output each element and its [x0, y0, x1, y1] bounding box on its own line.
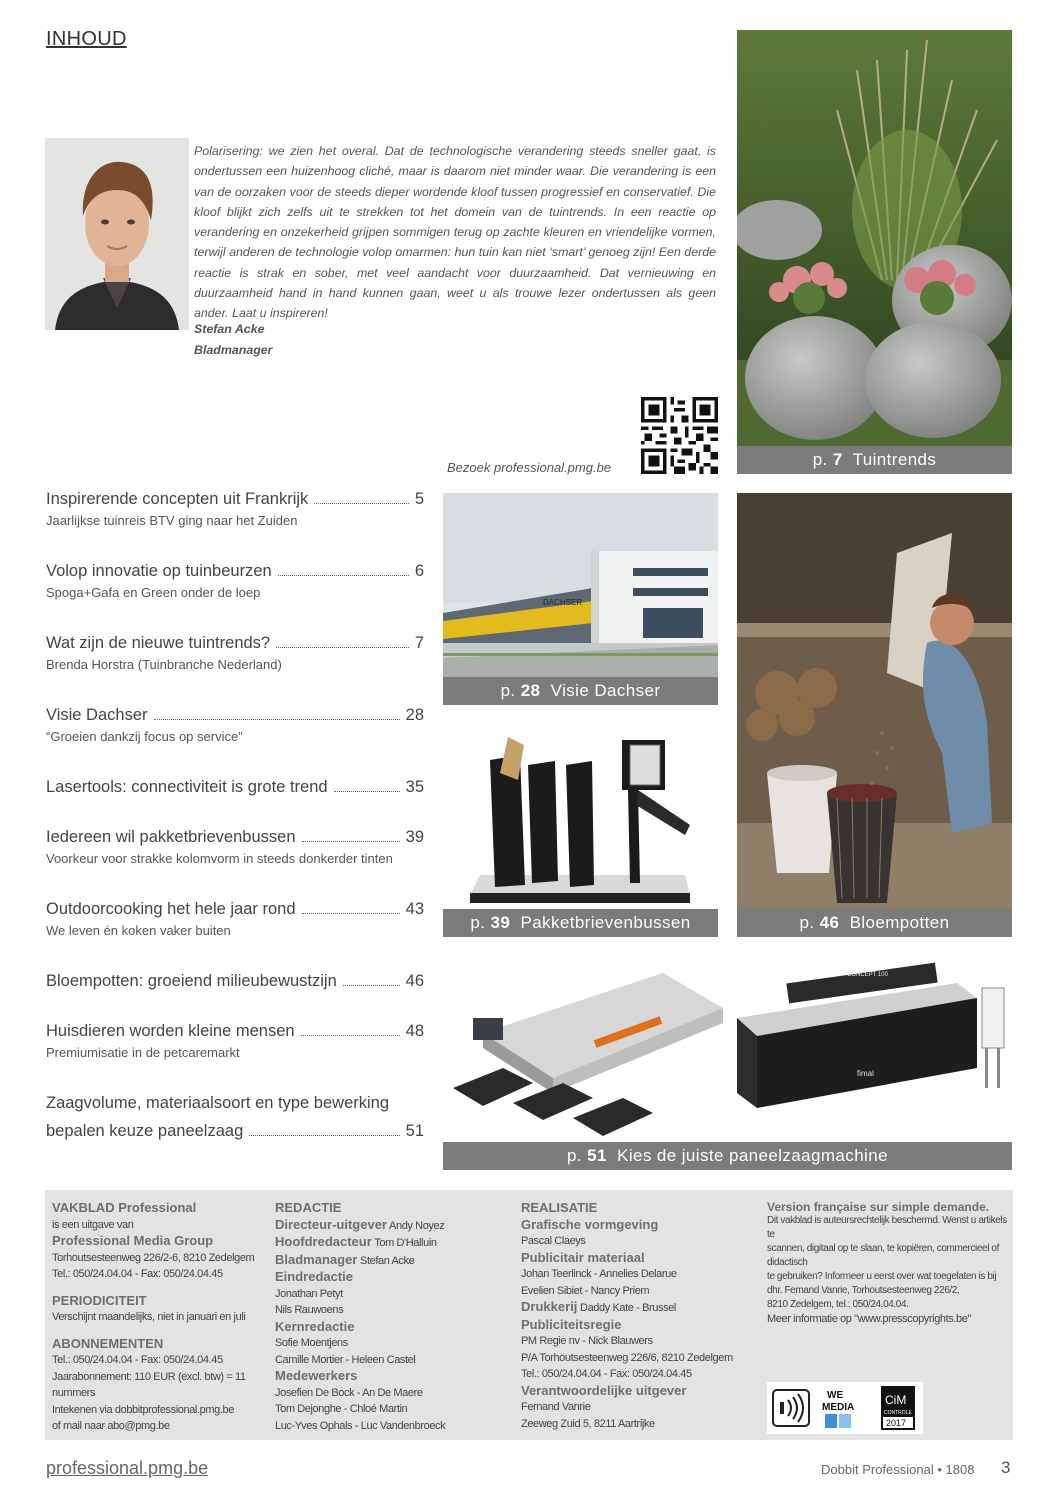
colophon-role: Bladmanager [275, 1251, 358, 1267]
colophon-heading: REDACTIE [275, 1200, 342, 1215]
colophon-role: Publicitair materiaal [521, 1249, 645, 1265]
colophon-person: Andy Noyez [389, 1219, 445, 1232]
caption-page-number: 39 [490, 913, 511, 932]
editorial-text: Polarisering: we zien het overal. Dat de technologische verandering steeds sneller gaat, is ondertussen een huizenhoog cliché, maar is daarom niet minder waar. Die verandering is een van de oorzaken voor de steeds dieper wordende kloof tussen progressief en conservatief. Die kloof blijkt zich zelfs uit te strekken tot het domein van de tuintrends. In een reactie op verandering en onzekerheid grijpen sommigen terug op zachte kleuren en vriendelijke vormen, terwijl anderen de technologie volop omarmen: hun tuin kan niet ‘smart’ genoeg zijn! Een derde reactie is strak en sober, met veel aandacht voor duurzaamheid. Dat vernieuwing en duurzaamheid hand in hand kunnen gaan, weet u als trouwe lezer ondertussen als geen ander. Laat u inspireren! [194, 144, 716, 321]
colophon-person: Stefan Acke [360, 1254, 415, 1267]
toc-page-number: 51 [405, 1122, 424, 1140]
colophon-person: Zeeweg Zuid 5, 8211 Aartrijke [521, 1417, 655, 1430]
colophon-line: scannen, digitaal op te slaan, te kopiëren, commercieel of didactisch [767, 1243, 999, 1268]
toc-entry[interactable] [46, 900, 424, 938]
colophon-person: Nils Rauwoens [275, 1304, 344, 1316]
toc-entry[interactable] [46, 1094, 424, 1141]
photo-dachser[interactable] [443, 493, 718, 677]
editorial-role: Bladmanager [194, 343, 273, 357]
toc-page-number: 5 [414, 490, 424, 508]
toc-page-number: 7 [414, 634, 424, 652]
colophon-person: Camille Mortier - Heleen Castel [275, 1353, 416, 1366]
toc-entry[interactable] [46, 634, 424, 672]
colophon-heading: REALISATIE [521, 1200, 598, 1215]
toc-page-number: 46 [405, 972, 424, 990]
toc-page-number: 43 [405, 900, 424, 918]
panel-saw-illustration [443, 958, 733, 1140]
photo-tuintrends[interactable] [737, 30, 1012, 446]
toc-page-number: 35 [405, 778, 424, 796]
colophon-heading: PERIODICITEIT [52, 1292, 147, 1308]
colophon-line: 8210 Zedelgem, tel.: 050/24.04.04. [767, 1299, 909, 1310]
colophon-person: Johan Teerlinck - Annelies Delarue [521, 1268, 677, 1280]
cim-logo-year: 2017 [886, 1418, 907, 1428]
caption-page-number: 7 [832, 450, 843, 469]
toc-leader [302, 841, 400, 842]
toc-title: Volop innovatie op tuinbeurzen [46, 562, 272, 580]
toc-leader [314, 503, 409, 504]
colophon-role: Drukkerij [521, 1299, 578, 1314]
colophon-line: Tel.: 050/24.04.04 - Fax: 050/24.04.45 [52, 1354, 223, 1366]
toc-leader [302, 913, 400, 914]
toc-title: Iedereen wil pakketbrievenbussen [46, 828, 296, 846]
certification-logos [767, 1382, 923, 1434]
caption-paneelzaag[interactable] [443, 1142, 1012, 1170]
caption-dachser[interactable] [443, 677, 718, 705]
toc-title: Huisdieren worden kleine mensen [46, 1022, 295, 1040]
toc-page-number: 39 [405, 828, 424, 846]
toc-leader [249, 1135, 399, 1136]
toc-title: Inspirerende concepten uit Frankrijk [46, 490, 309, 508]
toc-leader [278, 575, 409, 576]
colophon-person: Tom D'Halluin [374, 1237, 437, 1249]
dachser-sign: DACHSER [543, 598, 583, 607]
caption-label: Kies de juiste paneelzaagmachine [617, 1146, 888, 1165]
colophon-role: Grafische vormgeving [521, 1216, 659, 1232]
colophon-heading: VAKBLAD Professional [52, 1200, 197, 1215]
colophon-line: dhr. Fernand Vanrie, Torhoutsesteenweg 226/2, [767, 1285, 960, 1296]
photo-paneelzaag-2[interactable] [737, 958, 1012, 1140]
toc-leader [301, 1035, 400, 1036]
caption-prefix: p. [500, 681, 516, 700]
toc-title: bepalen keuze paneelzaag [46, 1122, 244, 1140]
toc-entry[interactable] [46, 1022, 424, 1060]
colophon-line: Meer informatie op "www.presscopyrights.be" [767, 1313, 971, 1325]
toc-page-number: 28 [405, 706, 424, 724]
caption-prefix: p. [812, 450, 828, 469]
colophon-line: te gebruiken? Informeer u eerst over wat toegelaten is bij [767, 1271, 997, 1282]
colophon-role: Verantwoordelijke uitgever [521, 1382, 687, 1398]
caption-page-number: 28 [520, 681, 541, 700]
toc-subtitle: Premiumisatie in de petcaremarkt [46, 1045, 240, 1060]
caption-label: Tuintrends [852, 450, 937, 469]
colophon-heading: ABONNEMENTEN [52, 1335, 164, 1351]
caption-bloempotten[interactable] [737, 909, 1012, 937]
author-portrait [45, 138, 189, 330]
qr-code[interactable] [641, 397, 718, 474]
colophon-person: Jonathan Petyt [275, 1287, 343, 1300]
caption-prefix: p. [567, 1146, 583, 1165]
photo-paneelzaag-1[interactable] [443, 958, 733, 1140]
caption-brievenbussen[interactable] [443, 909, 718, 937]
colophon-line: Torhoutsesteenweg 226/2-6, 8210 Zedelgem [52, 1251, 255, 1264]
colophon-person: Tom Dejonghe - Chloé Martin [275, 1403, 408, 1415]
mailboxes-illustration [460, 725, 700, 909]
toc-subtitle: Spoga+Gafa en Green onder de loep [46, 585, 261, 600]
panel-saw-illustration [737, 958, 1012, 1140]
colophon-line: Tel.: 050/24.04.04 - Fax: 050/24.04.45 [52, 1268, 223, 1280]
colophon-person: Fernand Vanrie [521, 1401, 591, 1413]
flowerpots-illustration [737, 493, 1012, 909]
cim-logo-sub: CONTROLE [884, 1410, 912, 1416]
colophon-line: of mail naar abo@pmg.be [52, 1420, 170, 1432]
toc-leader [154, 719, 400, 720]
toc-title: Wat zijn de nieuwe tuintrends? [46, 634, 271, 652]
photo-brievenbussen[interactable] [460, 725, 700, 909]
cim-logo-text: CiM [885, 1393, 907, 1407]
qr-code-graphic [641, 397, 718, 474]
toc-title: Outdoorcooking het hele jaar rond [46, 900, 296, 918]
colophon-role: Medewerkers [275, 1368, 358, 1383]
toc-title: Zaagvolume, materiaalsoort en type bewerking [46, 1094, 390, 1112]
colophon-role: Kernredactie [275, 1318, 355, 1334]
colophon-column-publisher [52, 1200, 277, 1435]
colophon-line: Verschijnt maandelijks, niet in januari en juli [52, 1311, 246, 1323]
caption-page-number: 51 [587, 1146, 607, 1165]
garden-planters-illustration [737, 30, 1012, 446]
logos-graphic [767, 1382, 923, 1434]
section-title: INHOUD [46, 28, 127, 50]
page-number: 3 [1001, 1458, 1011, 1477]
caption-tuintrends[interactable] [737, 446, 1012, 474]
colophon-column-realisatie [521, 1200, 766, 1432]
toc-subtitle: “Groeien dankzij focus op service” [46, 729, 243, 744]
toc-title: Bloempotten: groeiend milieubewustzijn [46, 972, 337, 990]
toc-page-number: 6 [414, 562, 424, 580]
visit-website-text: Bezoek professional.pmg.be [447, 460, 612, 475]
issue-label: Dobbit Professional • 1808 [821, 1462, 975, 1477]
colophon-person: P/A Torhoutsesteenweg 226/6, 8210 Zedelgem [521, 1351, 733, 1364]
colophon-role: Directeur-uitgever [275, 1216, 387, 1232]
colophon-person: Evelien Sibiet - Nancy Priem [521, 1284, 650, 1297]
colophon-heading: Version française sur simple demande. [767, 1200, 990, 1214]
colophon-line: Jaarabonnement: 110 EUR (excl. btw) = 11 nummers [52, 1370, 246, 1399]
toc-leader [276, 647, 409, 648]
toc-subtitle: We leven én koken vaker buiten [46, 923, 231, 938]
toc-subtitle: Jaarlijkse tuinreis BTV ging naar het Zuiden [46, 513, 298, 528]
toc-entry[interactable] [46, 972, 424, 991]
toc-subtitle: Voorkeur voor strakke kolomvorm in steeds donkerder tinten [46, 851, 393, 866]
toc-entry[interactable] [46, 562, 424, 600]
we-media-logo-text: MEDIA [822, 1402, 855, 1413]
caption-page-number: 46 [819, 913, 840, 932]
saw-brand-logo: fimal [857, 1069, 874, 1078]
colophon-role: Eindredactie [275, 1269, 354, 1284]
website-link[interactable]: professional.pmg.be [46, 1458, 209, 1478]
colophon-person: Tel.: 050/24.04.04 - Fax: 050/24.04.45 [521, 1368, 692, 1380]
toc-leader [334, 791, 400, 792]
toc-entry[interactable] [46, 706, 424, 744]
colophon-role: Hoofdredacteur [275, 1234, 372, 1249]
toc-title: Visie Dachser [46, 706, 148, 724]
toc-entry[interactable] [46, 490, 424, 528]
colophon-person: Josefien De Bock - An De Maere [275, 1386, 423, 1399]
caption-label: Bloempotten [849, 913, 950, 932]
colophon-person: Daddy Kate - Brussel [580, 1302, 676, 1314]
colophon-line: Dit vakblad is auteursrechtelijk beschermd. Wenst u artikels te [767, 1215, 1007, 1240]
photo-bloempotten[interactable] [737, 493, 1012, 909]
colophon-person: Pascal Claeys [521, 1235, 586, 1247]
colophon-person: Sofie Moentjens [275, 1337, 348, 1349]
colophon-column-redactie [275, 1200, 515, 1434]
toc-title: Lasertools: connectiviteit is grote trend [46, 778, 328, 796]
caption-prefix: p. [799, 913, 815, 932]
portrait-illustration [45, 138, 189, 330]
caption-label: Pakketbrievenbussen [520, 913, 691, 932]
saw-brand-label: CONCEPT 100 [847, 972, 888, 978]
colophon-person: Luc-Yves Ophals - Luc Vandenbroeck [275, 1419, 446, 1432]
toc-leader [343, 985, 400, 986]
caption-label: Visie Dachser [550, 681, 661, 700]
colophon-line: is een uitgave van [52, 1218, 134, 1231]
editorial-author: Stefan Acke [194, 322, 265, 336]
colophon-person: PM Regie nv - Nick Blauwers [521, 1335, 653, 1347]
colophon-role: Publiciteitsregie [521, 1316, 622, 1332]
colophon-line: Intekenen via dobbitprofessional.pmg.be [52, 1403, 234, 1416]
toc-entry[interactable] [46, 828, 424, 866]
colophon-line: Professional Media Group [52, 1233, 214, 1248]
we-media-logo-text: WE [827, 1390, 844, 1401]
warehouse-illustration [443, 493, 718, 677]
colophon-column-copyright [767, 1200, 1013, 1326]
toc-page-number: 48 [405, 1022, 424, 1040]
toc-subtitle: Brenda Horstra (Tuinbranche Nederland) [46, 657, 282, 672]
toc-entry[interactable] [46, 778, 424, 797]
caption-prefix: p. [470, 913, 486, 932]
